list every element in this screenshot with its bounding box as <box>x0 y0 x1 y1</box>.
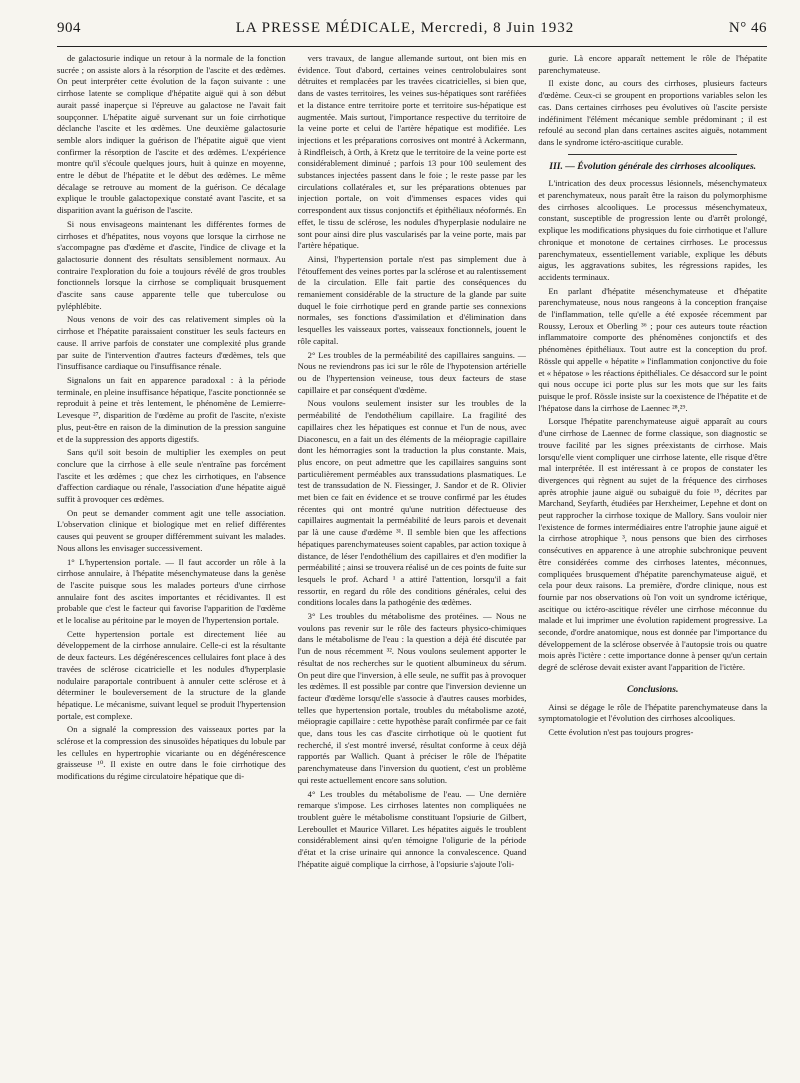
paragraph: On a signalé la compression des vaisseaux portes par la sclérose et la compression des sinusoïdes hépatiques du lobule par les cellules en hypertrophie vicariante ou en dégénérescence graisseuse ¹⁰. Il existe en outre dans le foie cirrhotique des modifications du régime circulatoire hépatique que di- <box>57 724 286 782</box>
page-header <box>57 20 767 44</box>
paragraph: 1° L'hypertension portale. — Il faut accorder un rôle à la cirrhose annulaire, à l'hépatite mésenchymateuse dans la genèse de l'ascite puisque sous les malades porteurs d'une cirrhose annulaire font des ascites importantes et récidivantes. Il est probable que c'est le facteur qui favorise l'apparition de l'œdème et le localise au péritoine par le moyen de l'hypertension portale. <box>57 556 286 626</box>
paragraph: de galactosurie indique un retour à la normale de la fonction sucrée ; on assiste alors à la résorption de l'ascite et des œdèmes. On peut interpréter cette évolution de la façon suivante : une cirrhose latente se complique d'hépatite aiguë qui à son début aurait passé inaperçue si l'épreuve au galactose ne l'avait fait soupçonner. L'hépatite aiguë survenant sur un foie cirrhotique déclanche l'ascite et les œdèmes. Une deuxième galactosurie semble alors indiquer la guérison de l'hépatite aiguë que vient confirmer la résorption de l'ascite et des œdèmes. L'expérience montre qu'il s'écoule quelques jours, huit à quinze en moyenne, entre le début de l'hépatite et le début des œdèmes. Le même décalage se retrouve au moment de la guérison. Ce décalage explique le trouble galactopexique constaté avant l'ascite, et sa disparition avant la guérison de l'ascite. <box>57 53 286 216</box>
column-3-intro <box>538 53 767 149</box>
conclusions-heading: Conclusions. <box>626 683 679 695</box>
paragraph: Sans qu'il soit besoin de multiplier les exemples on peut conclure que la cirrhose à elle seule n'entraîne pas forcément l'ascite et les œdèmes ; que chez les cirrhotiques, en l'absence d'affection cardiaque ou rénale, l'association d'une hépatite aiguë suffit à provoquer ces œdèmes. <box>57 447 286 505</box>
section-heading: III. — Évolution générale des cirrhoses alcooliques. <box>549 160 757 172</box>
paragraph: On peut se demander comment agit une telle association. L'observation clinique et biologique met en relief différentes causes qui peuvent se grouper différemment suivant les malades. Nous allons les envisager successivement. <box>57 507 286 553</box>
paragraph: Cette hypertension portale est directement liée au développement de la cirrhose annulaire. Celle-ci est la résultante de deux facteurs. Les dégénérescences cellulaires font place à des travées de sclérose cicatricielle et les nodules d'hyperplasie nodulaire paraportale contribuent à annuler cette sclérose et à déterminer le bouleversement de la structure de la glande hépatique. Le mécanisme, suivant lequel se produit l'hypertension portale, est complexe. <box>57 628 286 721</box>
paragraph: 3° Les troubles du métabolisme des protéines. — Nous ne voulons pas revenir sur le rôle des facteurs physico-chimiques dans le métabolisme de l'eau : la question a déjà été discutée par l'un de nous récemment ³². Nous voulons seulement apporter le résultat de nos recherches sur le quotient albumineux du sérum. On peut dire que l'inversion, à elle seule, ne suffit pas à provoquer les œdèmes. Il est possible par contre que l'inversion devienne un facteur d'œdème lorsqu'elle s'associe à d'autres causes morbides, telles que hypertension portale, troubles du métabolisme azoté, méiopragie capillaire : cette hypothèse paraît confirmée par ce fait que, dans tous les cas d'ascite cirrhotique où le quotient fut recherché, il s'est montré inversé, résultat conforme à ceux déjà rapportés par Wallich. Quant à préciser le rôle de l'hépatite parenchymateuse dans l'inversion du quotient, c'est un problème qui reste actuellement encore sans solution. <box>297 611 527 785</box>
paragraph: gurie. Là encore apparaît nettement le rôle de l'hépatite parenchymateuse. <box>538 53 768 75</box>
paragraph: 2° Les troubles de la perméabilité des capillaires sanguins. — Nous ne reviendrons pas ici sur le rôle de l'hypotension artérielle ou de l'hypertension veineuse, tous deux facteurs de stase capillaire et par conséquent d'œdème. <box>297 349 527 395</box>
section-divider <box>568 154 737 155</box>
paragraph: Il existe donc, au cours des cirrhoses, plusieurs facteurs d'œdème. Ceux-ci se groupent en proportions variables selon les cas. Dans certaines cirrhoses peu évolutives où l'ascite persiste indéfiniment l'élément mécanique semble prédominant ; il est refoulé au second plan dans certaines ascites aiguës, notamment dans le syndrome ictéro-ascitique curable. <box>538 78 768 147</box>
paragraph: Ainsi, l'hypertension portale n'est pas simplement due à l'étouffement des veines portes par la sclérose et au ralentissement de la circulation. Elle fait partie des conséquences du remaniement considérable de la structure de la glande par suite duquel le foie cirrhotique perd en grande partie ses connexions normales, ses fonctions d'assimilation et d'élimination dans lesquelles les vaisseaux portes, vaisseaux fonctionnels, jouent le rôle capital. <box>297 253 527 346</box>
paragraph: 4° Les troubles du métabolisme de l'eau. — Une dernière remarque s'impose. Les cirrhoses latentes non compliquées ne troublent guère le métabolisme constituant l'opsiurie de Gilbert, Lereboullet et Maurice Villaret. Les hépatites aiguës le troublent considérablement ainsi qu'en témoigne l'oligurie de la période d'état et la crise urinaire qui annonce la convalescence. Quand l'hépatite aiguë complique la cirrhose, à l'opsiurie s'ajoute l'oli- <box>297 788 527 869</box>
journal-title: LA PRESSE MÉDICALE, Mercredi, 8 Juin 1932 <box>235 20 575 36</box>
column-1 <box>57 53 286 1083</box>
paragraph: L'intrication des deux processus lésionnels, mésenchymateux et parenchymateux, nous paraît être la raison du polymorphisme des cirrhoses alcooliques. Le processus mésenchymateux, constant, susceptible de progression lente ou d'arrêt prolongé, explique les modifications physiques du foie cirrhotique et l'allure chronique et monotone de certaines cirrhoses. Le processus parenchymateux, essentiellement variable, explique les débuts aigus, les aggravations subites, les régressions rapides, les accidents terminaux. <box>538 178 768 282</box>
column-3 <box>538 53 767 1083</box>
paragraph: Signalons un fait en apparence paradoxal : à la période terminale, en pleine insuffisance hépatique, l'ascite ponctionnée se reproduit à peine et très lentement, le phénomène de Lemierre-Levesque ²⁷, disparition de l'œdème au profit de l'ascite, n'existe plus, peut-être en raison de la diminution de la pression sanguine et de la suppression des apports digestifs. <box>57 374 286 444</box>
column-2 <box>298 53 527 1083</box>
paragraph: vers travaux, de langue allemande surtout, ont bien mis en évidence. Tout d'abord, certaines veines centrolobulaires sont détruites et remplacées par les travées cicatricielles, si bien que, dans de vastes territoires, les veines sus-hépatiques sont raréfiées et la distance entre territoire porte et territoire sus-hépatique est augmentée. Mais surtout, l'importance respective du territoire de la veine porte et celui de l'artère hépatique est modifiée. Les injections et les préparations corrosives ont montré à Ackermann, à Rindfleisch, à Orth, à Kretz que le territoire de la veine porte est considérablement diminué ; parfois 13 pour 100 seulement des substances injectées passent dans le foie ; le reste passe par les circulations collatérales et, sur les préparations obtenues par injection portale, on voit d'immenses espaces vides qui correspondent aux tissus conjonctifs et épithéliaux néoformés. En effet, le tissu de sclérose, les nodules d'hyperplasie nodulaire ne sont pour ainsi dire plus vascularisés par la veine porte, mais par l'artère hépatique. <box>297 53 527 251</box>
paragraph: Si nous envisageons maintenant les différentes formes de cirrhoses et d'hépatites, nous voyons que lorsque la cirrhose ne s'accompagne pas d'œdème et d'ascite, l'indice de clivage et la galactosurie donnent des résultats sensiblement normaux. Au contraire l'exploration du foie a toujours révélé de gros troubles fonctionnels lorsque la cirrhose se compliquait brusquement d'ascite sans cause apparente telle que tuberculose ou pyléphlébite. <box>57 218 286 311</box>
paragraph: Lorsque l'hépatite parenchymateuse aiguë apparaît au cours d'une cirrhose de Laennec de forme classique, son diagnostic se trouve facilité par les signes préexistants de cirrhose. Mais lorsqu'elle vient compliquer une cirrhose latente, elle risque d'être mal interprétée. Il est intéressant à ce propos de constater les divergences qui règnent au sujet de la fréquence des cirrhoses après atrophie jaune aiguë ou subaiguë du foie ¹⁵, décrites par Marchand, Seyfarth, étudiées par Herxheimer, Lepehne et dont on peut rapprocher la cirrhose toxique de Mallory. Sans vouloir nier l'existence de formes intermédiaires entre l'atrophie jaune aiguë et la cirrhose atrophique ³, nous pensons que bien des cirrhoses consécutives en apparence à une atrophie subchronique peuvent être considérées comme des cirrhoses latentes, méconnues, compliquées brusquement d'hépatite parenchymateuse aiguë, et cela pour deux raisons. La première, d'ordre clinique, nous est fournie par nos observations où l'on voit un syndrome ictérique, ascitique ou ictéro-ascitique révéler une cirrhose méconnue du malade et lui imprimer une évolution rapidement progressive. La seconde, d'ordre anatomique, nous est donnée par l'importance du développement de la sclérose observée à l'autopsie trois ou quatre mois après l'ictère : cette importance donne à penser qu'un certain degré de sclérose devait exister avant l'apparition de l'ictère. <box>538 416 768 673</box>
issue-number: N° 46 <box>728 20 767 36</box>
paragraph: En parlant d'hépatite mésenchymateuse et d'hépatite parenchymateuse, nous nous rangeons à la conception française de l'inflammation, telle qu'elle a été exposée récemment par Roussy, Leroux et Oberling ³⁶ ; pour ces auteurs toute réaction inflammatoire comporte des phénomènes conjonctifs et des phénomènes épithéliaux. Tout autre est la conception du prof. Rössle qui appelle « hépatite » l'inflammation conjonctive du foie et « hépatose » les réactions épithéliales. Ce désaccord sur le point qui nous occupe ici porte plus sur les mots que sur les faits puisque le prof. Rössle insiste sur la coexistence de l'hépatite et de l'hépatose dans la cirrhose de Laennec ²⁸,²⁹. <box>538 285 768 413</box>
column-3-conclusions <box>538 702 767 739</box>
paragraph: Ainsi se dégage le rôle de l'hépatite parenchymateuse dans la symptomatologie et l'évolution des cirrhoses alcooliques. <box>538 701 768 724</box>
paragraph: Nous voulons seulement insister sur les troubles de la perméabilité de l'endothélium capillaire. La fragilité des capillaires chez les hépatiques est connue et l'un de nous, avec Diaconescu, en a fait un des éléments de la méiopragie capillaire dont les hémorragies sont la traduction la plus constante. Mais, plus encore, on peut admettre que les capillaires sanguins sont particulièrement perméables aux transsudations plasmatiques. Le test de transsudation de N. Fiessinger, J. Sandor et de R. Olivier met bien ce fait en évidence et se trouve confirmé par les études récentes qui ont montré qu'une nutrition défectueuse des capillaires augmentait la perméabilité de leurs parois et devenait par là une cause d'œdème ³¹. Il semble bien que les affections hépatiques parenchymateuses soient capables, par action toxique à distance, de léser l'endothélium des capillaires et d'en modifier la perméabilité ; ainsi se trouvera réalisé un de ces points de fuite sur lesquels le prof. Achard ¹ a attiré l'attention, lorsqu'il a fait ressortir, en regard du rôle des conditions générales, celui des conditions locales dans la pathogénie des œdèmes. <box>297 398 527 608</box>
paragraph: Nous venons de voir des cas relativement simples où la cirrhose et l'hépatite paraissaient constituer les seuls facteurs en cause. Il arrive parfois de constater une complexité plus grande par suite de l'intervention d'autres facteurs d'œdèmes, tels que l'insuffisance cardiaque ou l'insuffisance rénale. <box>57 314 286 372</box>
page-number: 904 <box>57 20 81 36</box>
paragraph: Cette évolution n'est pas toujours progres- <box>548 726 694 737</box>
column-3-section-body <box>538 178 767 674</box>
header-rule <box>57 46 767 47</box>
text-columns <box>57 53 767 1083</box>
